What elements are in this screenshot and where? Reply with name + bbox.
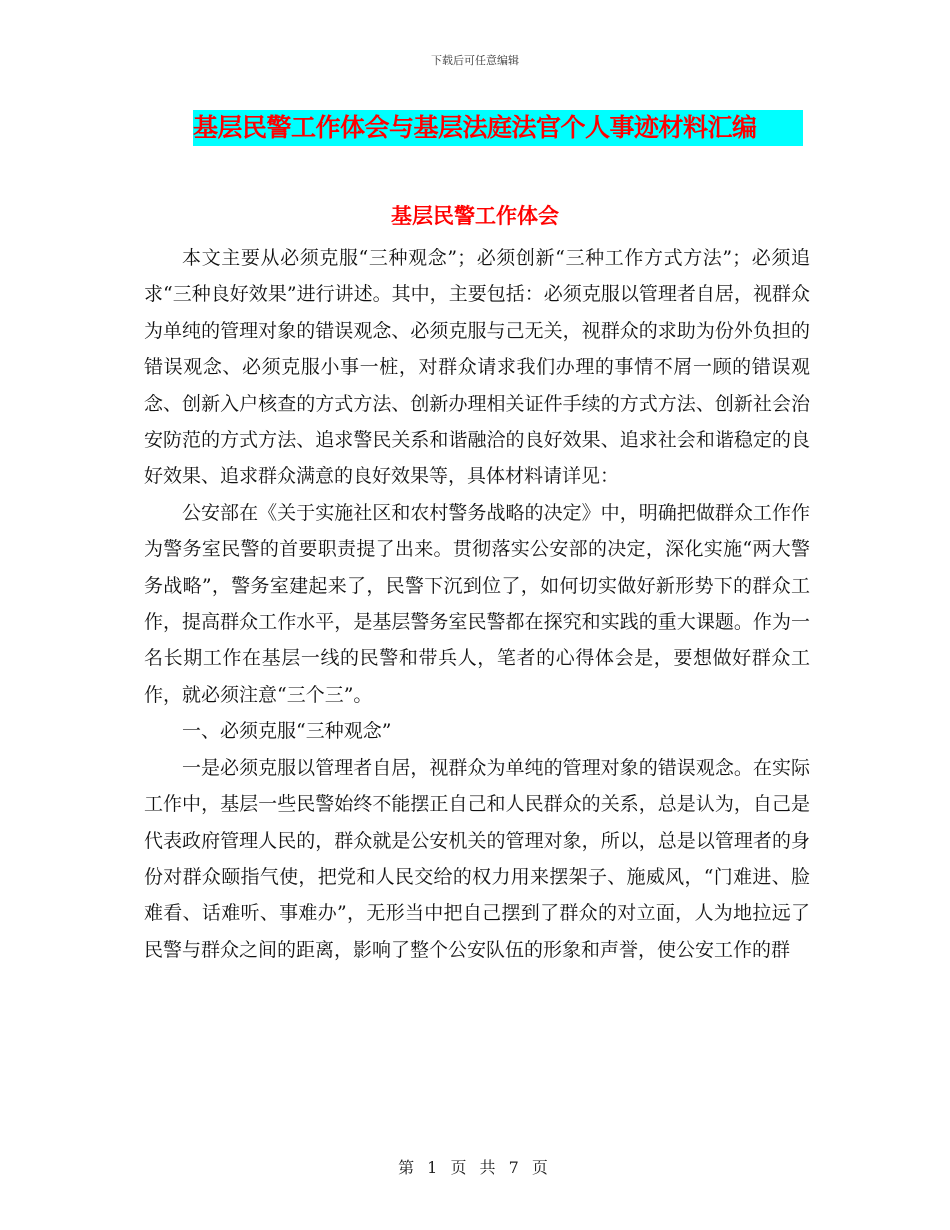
paragraph: 一是必须克服以管理者自居，视群众为单纯的管理对象的错误观念。在实际工作中，基层一些民警始终不能摆正自己和人民群众的关系，总是认为，自己是代表政府管理人民的，群众就是公安机关的管理对象，所以，总是以管理者的身份对群众颐指气使，把党和人民交给的权力用来摆架子、施威风，“门难进、脸难看、话难听、事难办”，无形当中把自己摆到了群众的对立面，人为地拉远了民警与群众之间的距离，影响了整个公安队伍的形象和声誉，使公安工作的群 [144,756,810,961]
paragraph: 本文主要从必须克服“三种观念”；必须创新“三种工作方式方法”；必须追求“三种良好效果”进行讲述。其中，主要包括：必须克服以管理者自居，视群众为单纯的管理对象的错误观念、必须克服与己无关，视群众的求助为份外负担的错误观念、必须克服小事一桩，对群众请求我们办理的事情不屑一顾的错误观念、创新入户核查的方式方法、创新办理相关证件手续的方式方法、创新社会治安防范的方式方法、追求警民关系和谐融洽的良好效果、追求社会和谐稳定的良好效果、追求群众满意的良好效果等，具体材料请详见： [144,247,810,488]
page-footer: 第 1 页 共 7 页 [398,1158,552,1177]
body-text [144,240,810,968]
section-heading: 一、必须克服“三种观念” [182,720,392,743]
main-title: 基层民警工作体会与基层法庭法官个人事迹材料汇编 [193,110,803,146]
paragraph: 公安部在《关于实施社区和农村警务战略的决定》中，明确把做群众工作作为警务室民警的首要职责提了出来。贯彻落实公安部的决定，深化实施“两大警务战略”，警务室建起来了，民警下沉到位了，如何切实做好新形势下的群众工作，提高群众工作水平，是基层警务室民警都在探究和实践的重大课题。作为一名长期工作在基层一线的民警和带兵人，笔者的心得体会是，要想做好群众工作，就必须注意“三个三”。 [144,501,810,706]
section-title: 基层民警工作体会 [391,203,559,228]
header-note: 下载后可任意编辑 [431,54,519,67]
